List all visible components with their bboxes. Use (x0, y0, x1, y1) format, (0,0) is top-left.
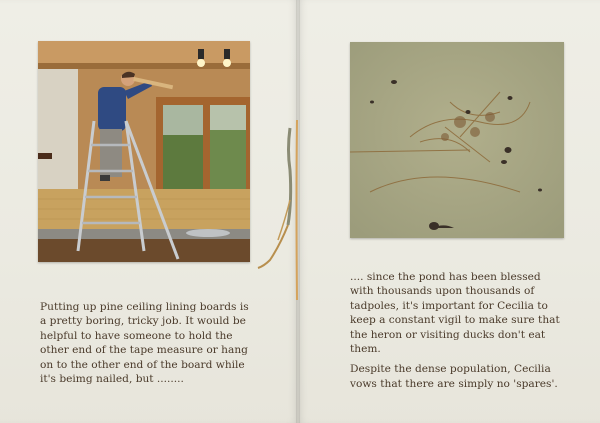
left-caption (40, 300, 255, 386)
right-paragraph-1: .... since the pond has been blessed with thousands upon thousands of tadpoles, it's important for Cecilia to keep a constant vigil to make sure that the heron or visiting ducks don't eat them. (350, 271, 560, 356)
left-paragraph: Putting up pine ceiling lining boards is a pretty boring, tricky job. It would be helpful to have someone to hold the other end of the tape measure or hang on to the other end of the board while it's beimg nailed, but ........ (40, 301, 249, 386)
right-paragraph-2: Despite the dense population, Cecilia vows that there are simply no 'spares'. (350, 363, 558, 390)
right-caption (350, 270, 565, 391)
